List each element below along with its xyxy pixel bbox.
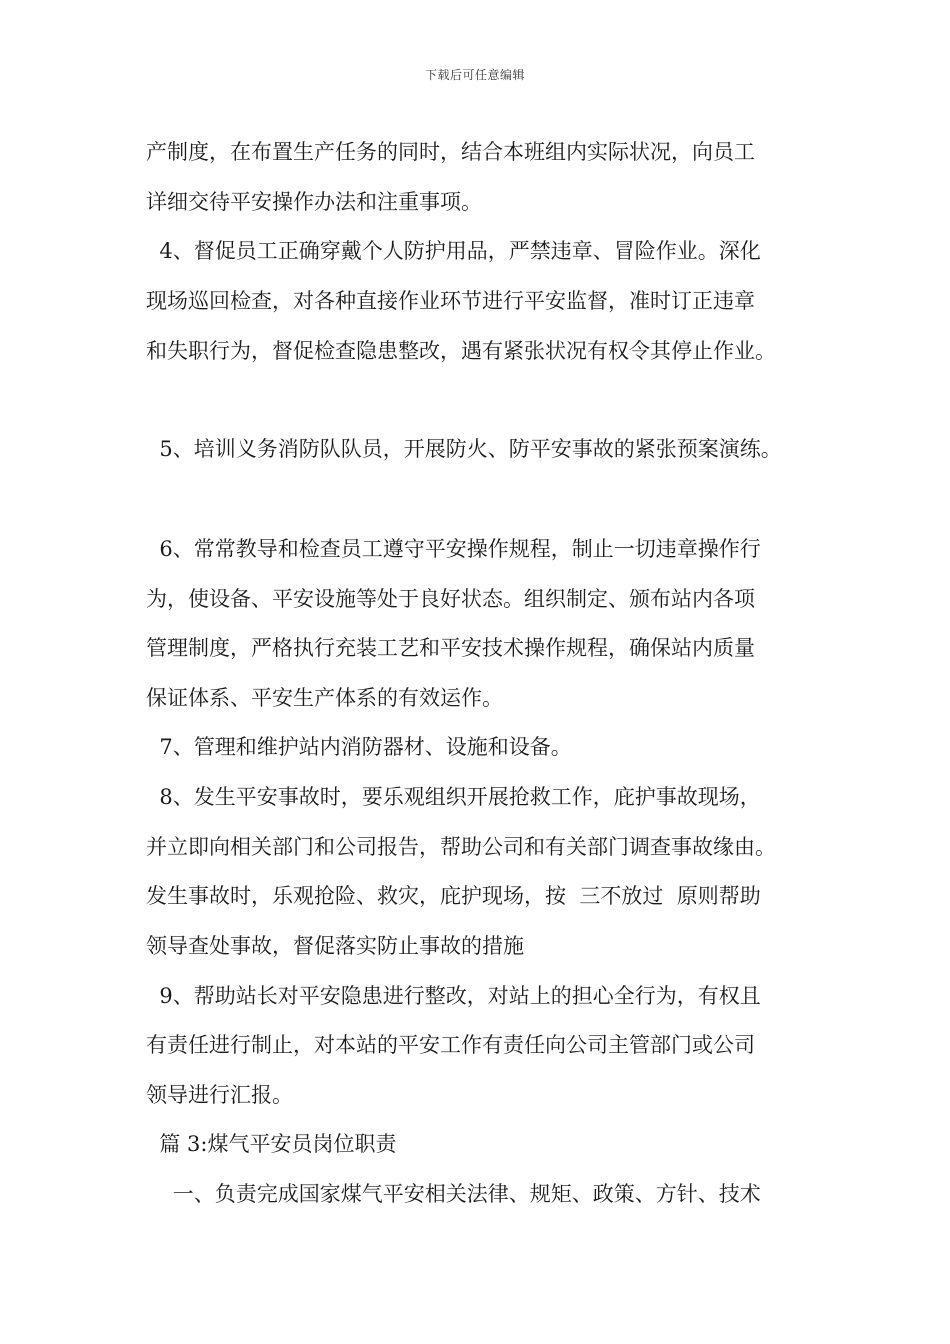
text-line-11: 7、管理和维护站内消防器材、设施和设备。 bbox=[146, 735, 572, 759]
text-line-2: 详细交待平安操作办法和注重事项。 bbox=[146, 190, 482, 214]
text-line-9: 管理制度，严格执行充装工艺和平安技术操作规程，确保站内质量 bbox=[146, 636, 755, 660]
section-heading: 篇 3:煤气平安员岗位职责 bbox=[146, 1132, 397, 1156]
text-line-15: 领导查处事故，督促落实防止事故的措施 bbox=[146, 934, 524, 958]
text-line-3: 4、督促员工正确穿戴个人防护用品，严禁违章、冒险作业。深化 bbox=[146, 239, 761, 263]
text-line-13: 并立即向相关部门和公司报告，帮助公司和有关部门调查事故缘由。 bbox=[146, 835, 776, 859]
text-line-16: 9、帮助站长对平安隐患进行整改，对站上的担心全行为，有权且 bbox=[146, 984, 761, 1008]
page-header: 下载后可任意编辑 bbox=[424, 68, 525, 82]
text-line-7: 6、常常教导和检查员工遵守平安操作规程，制止一切违章操作行 bbox=[146, 537, 761, 561]
text-line-20: 一、负责完成国家煤气平安相关法律、规矩、政策、方针、技术 bbox=[146, 1182, 761, 1206]
text-line-5: 和失职行为，督促检查隐患整改，遇有紧张状况有权令其停止作业。 bbox=[146, 339, 776, 363]
text-line-10: 保证体系、平安生产体系的有效运作。 bbox=[146, 686, 503, 710]
text-line-12: 8、发生平安事故时，要乐观组织开展抢救工作，庇护事故现场， bbox=[146, 785, 761, 809]
text-line-8: 为，使设备、平安设施等处于良好状态。组织制定、颁布站内各项 bbox=[146, 587, 755, 611]
text-line-14: 发生事故时，乐观抢险、救灾，庇护现场，按 三不放过 原则帮助 bbox=[146, 884, 761, 908]
text-line-1: 产制度，在布置生产任务的同时，结合本班组内实际状况，向员工 bbox=[146, 140, 755, 164]
text-line-18: 领导进行汇报。 bbox=[146, 1083, 293, 1107]
text-line-4: 现场巡回检查，对各种直接作业环节进行平安监督，准时订正违章 bbox=[146, 289, 755, 313]
text-line-17: 有责任进行制止，对本站的平安工作有责任向公司主管部门或公司 bbox=[146, 1033, 755, 1057]
text-line-6: 5、培训义务消防队队员，开展防火、防平安事故的紧张预案演练。 bbox=[146, 437, 782, 461]
